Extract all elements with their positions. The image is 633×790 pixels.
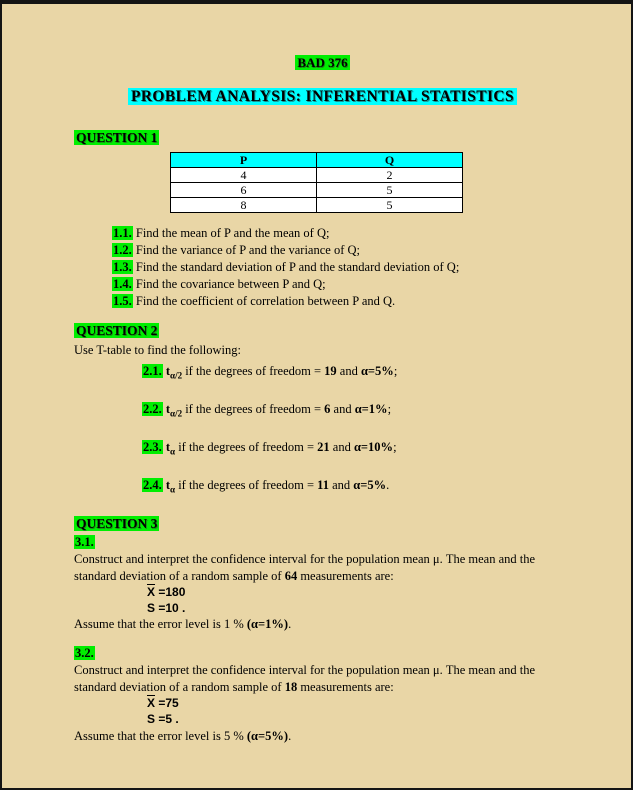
assumption-text: Assume that the error level is 5 % xyxy=(74,728,247,743)
t-symbol-letter: t xyxy=(162,401,171,416)
item-text: and xyxy=(329,439,354,454)
assumption-note xyxy=(74,728,571,745)
degrees-of-freedom-value: 6 xyxy=(324,401,331,416)
t-subscript: α xyxy=(170,484,176,495)
degrees-of-freedom-value: 11 xyxy=(317,477,329,492)
sample-size-value: 18 xyxy=(284,680,298,695)
x-bar-symbol: $\overline{X}$ xyxy=(147,585,156,600)
sample-mean-line xyxy=(147,696,571,712)
question-3-heading-label: QUESTION 3 xyxy=(76,515,158,531)
question3-part-1 xyxy=(74,534,571,633)
assumption-note xyxy=(74,616,571,633)
sample-size-value: 64 xyxy=(284,569,298,584)
item-number: 1.4. xyxy=(113,277,132,292)
question2-item xyxy=(142,401,571,418)
sample-std-line xyxy=(147,712,571,728)
sample-mean-value: =75 xyxy=(155,696,179,711)
question-2-heading xyxy=(74,322,571,340)
sample-mean-value: =180 xyxy=(155,585,186,600)
alpha-value: α=5% xyxy=(353,477,387,492)
question2-item xyxy=(142,439,571,456)
item-text: ; xyxy=(387,401,392,416)
pq-data-table xyxy=(170,152,463,213)
question2-item-list xyxy=(142,363,571,494)
body-text: measurements are: xyxy=(297,680,394,695)
std-line-tail: . xyxy=(172,711,179,726)
item-number: 2.4. xyxy=(143,477,162,492)
question2-item xyxy=(142,363,571,380)
question2-item xyxy=(142,477,571,494)
table-cell: 8 xyxy=(171,198,317,213)
body-text: Construct and interpret the confidence interval for the population mean μ. The mean and the standard deviation of a random sample of xyxy=(74,663,536,695)
item-text: ; xyxy=(393,439,397,454)
t-symbol xyxy=(162,477,176,495)
t-symbol xyxy=(162,401,183,419)
item-text: Find the coefficient of correlation between P and Q. xyxy=(132,294,396,309)
sample-mean-line xyxy=(147,585,571,601)
item-text: Find the variance of P and the variance of Q; xyxy=(132,243,360,258)
question1-item xyxy=(112,293,571,310)
item-number: 1.1. xyxy=(113,226,132,241)
question-3-heading xyxy=(74,515,571,533)
table-row xyxy=(171,183,463,198)
item-text: ; xyxy=(393,363,398,378)
table-header-row xyxy=(171,153,463,168)
course-code: BAD 376 xyxy=(297,55,348,70)
question1-item xyxy=(112,276,571,293)
item-number: 2.2. xyxy=(143,401,162,416)
item-number: 1.2. xyxy=(113,243,132,258)
alpha-value: α=1% xyxy=(354,401,388,416)
item-number: 2.1. xyxy=(143,363,162,378)
question1-item xyxy=(112,225,571,242)
t-symbol xyxy=(162,363,183,381)
item-text: if the degrees of freedom = xyxy=(182,363,325,378)
t-symbol xyxy=(162,439,176,457)
part-body xyxy=(74,551,571,585)
part-number: 3.1. xyxy=(75,535,94,550)
alpha-value: (α=5%) xyxy=(246,728,289,743)
degrees-of-freedom-value: 19 xyxy=(324,363,337,378)
t-symbol-letter: t xyxy=(162,439,171,454)
t-subscript: α/2 xyxy=(170,408,183,419)
table-cell: 6 xyxy=(171,183,317,198)
table-cell: 4 xyxy=(171,168,317,183)
title-row xyxy=(74,86,571,107)
assumption-text: . xyxy=(288,728,292,743)
question1-item-list xyxy=(112,225,571,310)
item-text: and xyxy=(336,363,361,378)
part-number: 3.2. xyxy=(75,646,94,661)
item-text: Find the mean of P and the mean of Q; xyxy=(132,226,330,241)
part-body xyxy=(74,662,571,696)
sample-std-value: =5 xyxy=(155,711,173,726)
item-text: and xyxy=(328,477,354,492)
t-subscript: α/2 xyxy=(170,370,183,381)
assumption-text: . xyxy=(288,617,292,632)
question-1-heading xyxy=(74,129,571,147)
table-row xyxy=(171,198,463,213)
s-symbol: S xyxy=(147,600,156,615)
t-symbol-letter: t xyxy=(162,363,171,378)
part-number-row xyxy=(74,645,571,662)
item-text: if the degrees of freedom = xyxy=(175,477,318,492)
item-number: 1.3. xyxy=(113,260,132,275)
question1-item xyxy=(112,242,571,259)
table-cell: 2 xyxy=(317,168,463,183)
question2-intro: Use T-table to find the following: xyxy=(74,342,241,357)
sample-std-value: =10 xyxy=(155,600,179,615)
body-text: measurements are: xyxy=(297,569,394,584)
course-code-row xyxy=(74,54,571,72)
alpha-value: (α=1%) xyxy=(246,617,289,632)
alpha-value: α=5% xyxy=(360,363,394,378)
assumption-text: Assume that the error level is 1 % xyxy=(74,617,247,632)
question-2-heading-label: QUESTION 2 xyxy=(76,323,158,339)
s-symbol: S xyxy=(147,711,156,726)
item-number: 2.3. xyxy=(143,439,162,454)
item-text: and xyxy=(330,401,355,416)
degrees-of-freedom-value: 21 xyxy=(317,439,330,454)
item-text: if the degrees of freedom = xyxy=(182,401,325,416)
item-text: if the degrees of freedom = xyxy=(175,439,318,454)
std-line-tail: . xyxy=(178,600,186,615)
t-subscript: α xyxy=(170,446,176,457)
body-text: Construct and interpret the confidence interval for the population mean μ. The mean and the standard deviation of a random sample of xyxy=(74,552,536,584)
question3-part-2 xyxy=(74,645,571,744)
part-number-row xyxy=(74,534,571,551)
item-text: Find the covariance between P and Q; xyxy=(132,277,326,292)
sample-std-line xyxy=(147,601,571,617)
x-bar-symbol: $\overline{X}$ xyxy=(147,696,156,711)
table-row xyxy=(171,168,463,183)
table-header-q: Q xyxy=(317,153,463,168)
alpha-value: α=10% xyxy=(353,439,394,454)
t-symbol-letter: t xyxy=(162,477,171,492)
item-number: 1.5. xyxy=(113,294,132,309)
question1-item xyxy=(112,259,571,276)
question-1-heading-label: QUESTION 1 xyxy=(76,130,158,146)
item-text: . xyxy=(386,477,390,492)
document-title: PROBLEM ANALYSIS: INFERENTIAL STATISTICS xyxy=(128,88,517,105)
table-cell: 5 xyxy=(317,198,463,213)
table-header-p: P xyxy=(171,153,317,168)
item-text: Find the standard deviation of P and the standard deviation of Q; xyxy=(132,260,460,275)
table-cell: 5 xyxy=(317,183,463,198)
